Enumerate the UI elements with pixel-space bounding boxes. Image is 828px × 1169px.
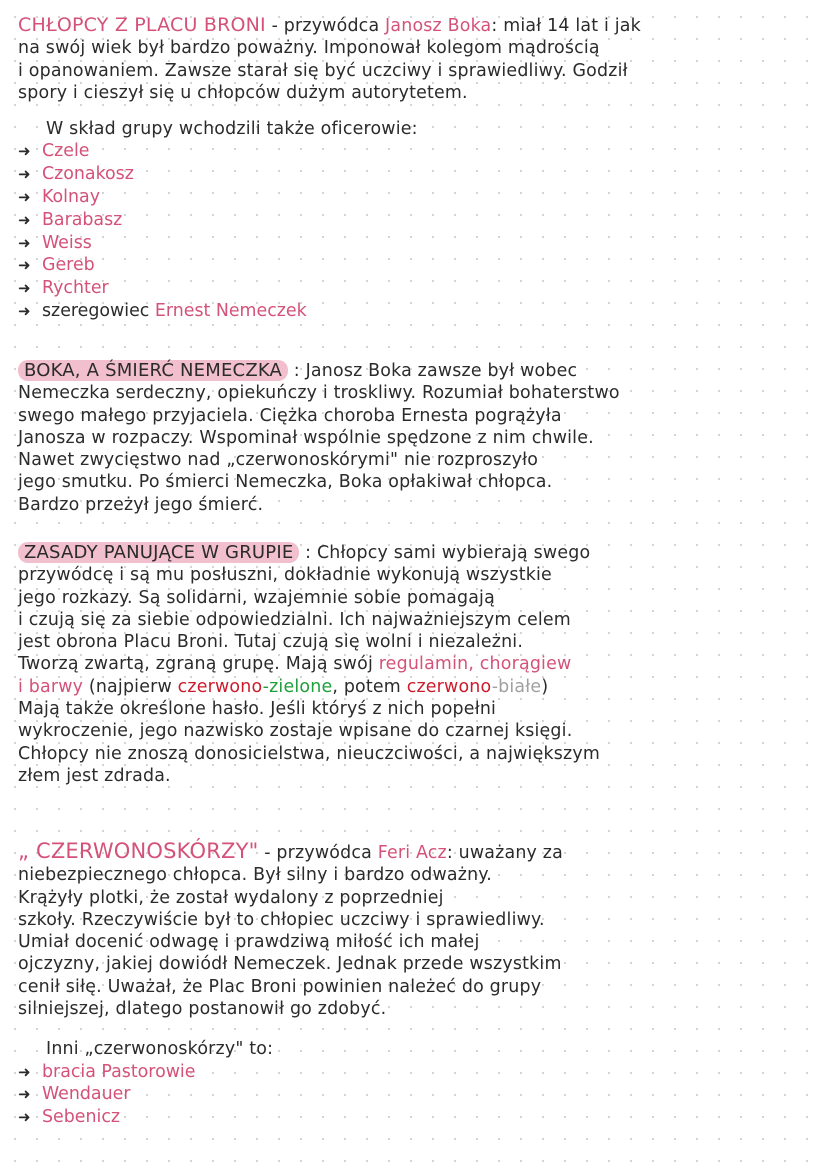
arrow-right-icon: ➜: [18, 1108, 31, 1127]
arrow-right-icon: ➜: [18, 142, 31, 161]
section-heading: ZASADY PANUJĄCE W GRUPIE: [18, 542, 299, 563]
arrow-right-icon: ➜: [18, 256, 31, 275]
text-line: na swój wiek był bardzo poważny. Imponował kolegom mądrością: [18, 38, 600, 59]
arrow-right-icon: ➜: [18, 188, 31, 207]
text-line: Tworzą zwartą, zgraną grupę. Mają swój regulamin, chorągiew: [18, 654, 572, 675]
text-line: i barwy (najpierw czerwono-zielone, potem czerwono-białe): [18, 676, 549, 697]
text-line: Krążyły plotki, że został wydalony z poprzedniej: [18, 887, 444, 908]
text-line: Bardzo przeżył jego śmierć.: [18, 494, 264, 515]
text-line: spory i cieszył się u chłopców dużym autorytetem.: [18, 82, 468, 103]
list-item: ➜ Rychter: [18, 278, 109, 299]
text-line: Mają także określone hasło. Jeśli któryś z nich popełni: [18, 699, 497, 720]
text-line: jego smutku. Po śmierci Nemeczka, Boka opłakiwał chłopca.: [18, 472, 553, 493]
section-heading: CHŁOPCY Z PLACU BRONI: [18, 14, 266, 36]
section-heading: BOKA, A ŚMIERĆ NEMECZKA: [18, 360, 288, 381]
text-line: i czują się za siebie odpowiedzialni. Ich najważniejszym celem: [18, 609, 571, 630]
text-line: i opanowaniem. Zawsze starał się być uczciwy i sprawiedliwy. Godził: [18, 60, 628, 81]
list-item: ➜ Czele: [18, 141, 90, 162]
arrow-right-icon: ➜: [18, 1085, 31, 1104]
arrow-right-icon: ➜: [18, 279, 31, 298]
text-line: Chłopcy nie znoszą donosicielstwa, nieuczciwości, a największym: [18, 743, 600, 764]
text-line: Nawet zwycięstwo nad „czerwonoskórymi" nie rozproszyło: [18, 450, 539, 471]
list-item: ➜ Weiss: [18, 232, 92, 253]
text-line: silniejszej, dlatego postanowił go zdobyć.: [18, 999, 387, 1020]
text-line: złem jest zdrada.: [18, 765, 171, 786]
section-group-rules: ZASADY PANUJĄCE W GRUPIE : Chłopcy sami wybierają swego przywódcę i są mu posłuszni, dokładnie wykonują wszystkie jego rozkazy. Są solidarni, wzajemnie sobie pomagają i czują się za siebie odpowiedzialni. Ich najważniejszym celem jest obrona Placu Broni. Tutaj czują się wolni i niezależni. Tworzą zwartą, zgraną grupę. Mają swój regulamin, chorągiew i barwy (najpierw czerwono-zielone, potem czerwono-białe) Mają także określone hasło. Jeśli któryś z nich popełni wykroczenie, jego nazwisko zostaje wpisane do czarnej księgi. Chłopcy nie znoszą donosicielstwa, nieuczciwości, a największym złem jest zdrada.: [18, 542, 813, 787]
text-line: ojczyzny, jakiej dowiódł Nemeczek. Jednak przede wszystkim: [18, 954, 562, 975]
arrow-right-icon: ➜: [18, 233, 31, 252]
list-item: ➜ bracia Pastorowie: [18, 1061, 196, 1082]
text-line: wykroczenie, jego nazwisko zostaje wpisane do czarnej księgi.: [18, 721, 573, 742]
list-item: ➜ Sebenicz: [18, 1107, 121, 1128]
arrow-right-icon: ➜: [18, 302, 31, 321]
officers-list: [18, 140, 813, 322]
officers-intro: W skład grupy wchodzili także oficerowie:: [46, 119, 418, 140]
list-item: ➜ Wendauer: [18, 1084, 131, 1105]
leader-name: Feri Acz: [377, 843, 447, 863]
section-boka-and-nemeczek-death: BOKA, A ŚMIERĆ NEMECZKA : Janosz Boka zawsze był wobec Nemeczka serdeczny, opiekuńczy i troskliwy. Rozumiał bohaterstwo swego małego przyjaciela. Ciężka choroba Ernesta pogrążyła Janosza w rozpaczy. Wspominał wspólnie spędzone z nim chwile. Nawet zwycięstwo nad „czerwonoskórymi" nie rozproszyło jego smutku. Po śmierci Nemeczka, Boka opłakiwał chłopca. Bardzo przeżył jego śmierć.: [18, 360, 813, 516]
text-line: przywódcę i są mu posłuszni, dokładnie wykonują wszystkie: [18, 565, 552, 586]
text-line: Umiał docenić odwagę i prawdziwą miłość ich małej: [18, 932, 480, 953]
list-item: ➜ Kolnay: [18, 187, 100, 208]
text-line: swego małego przyjaciela. Ciężka choroba Ernesta pogrążyła: [18, 405, 562, 426]
arrow-right-icon: ➜: [18, 210, 31, 229]
text-line: jest obrona Placu Broni. Tutaj czują się wolni i niezależni.: [18, 632, 524, 653]
list-item: ➜ Gereb: [18, 255, 95, 276]
list-item: ➜ Czonakosz: [18, 164, 134, 185]
text-line: cenił siłę. Uważał, że Plac Broni powinien należeć do grupy: [18, 976, 542, 997]
section-boys-of-paul-street: CHŁOPCY Z PLACU BRONI - przywódca Janosz Boka: miał 14 lat i jak na swój wiek był bardzo poważny. Imponował kolegom mądrością i opanowaniem. Zawsze starał się być uczciwy i sprawiedliwy. Godził spory i cieszył się u chłopców dużym autorytetem. W skład grupy wchodzili także oficerowie: ➜ Czele ➜ Czonakosz ➜ Kolnay ➜ Barabasz ➜ Weiss ➜ Gereb ➜ Rychter ➜ szeregowiec Ernest Nemeczek: [18, 14, 813, 323]
arrow-right-icon: ➜: [18, 165, 31, 184]
text-line: niebezpiecznego chłopca. Był silny i bardzo odważny.: [18, 865, 493, 886]
leader-name: Janosz Boka: [385, 16, 492, 36]
text-line: jego rozkazy. Są solidarni, wzajemnie sobie pomagają: [18, 587, 495, 608]
arrow-right-icon: ➜: [18, 1062, 31, 1081]
section-heading: „ CZERWONOSKÓRZY": [18, 839, 259, 863]
members-intro: Inni „czerwonoskórzy" to:: [46, 1039, 274, 1060]
list-item: ➜ szeregowiec Ernest Nemeczek: [18, 301, 307, 322]
text-line: Nemeczka serdeczny, opiekuńczy i troskliwy. Rozumiał bohaterstwo: [18, 383, 620, 404]
section-redskins: „ CZERWONOSKÓRZY" - przywódca Feri Acz: uważany za niebezpiecznego chłopca. Był silny i bardzo odważny. Krążyły plotki, że został wydalony z poprzedniej szkoły. Rzeczywiście był to chłopiec uczciwy i sprawiedliwy. Umiał docenić odwagę i prawdziwą miłość ich małej ojczyzny, jakiej dowiódł Nemeczek. Jednak przede wszystkim cenił siłę. Uważał, że Plac Broni powinien należeć do grupy silniejszej, dlatego postanowił go zdobyć. Inni „czerwonoskórzy" to: ➜ bracia Pastorowie ➜ Wendauer ➜ Sebenicz: [18, 840, 813, 1129]
list-item: ➜ Barabasz: [18, 209, 123, 230]
text-line: Janosza w rozpaczy. Wspominał wspólnie spędzone z nim chwile.: [18, 427, 594, 448]
text-line: szkoły. Rzeczywiście był to chłopiec uczciwy i sprawiedliwy.: [18, 909, 545, 930]
members-list: [18, 1061, 813, 1129]
